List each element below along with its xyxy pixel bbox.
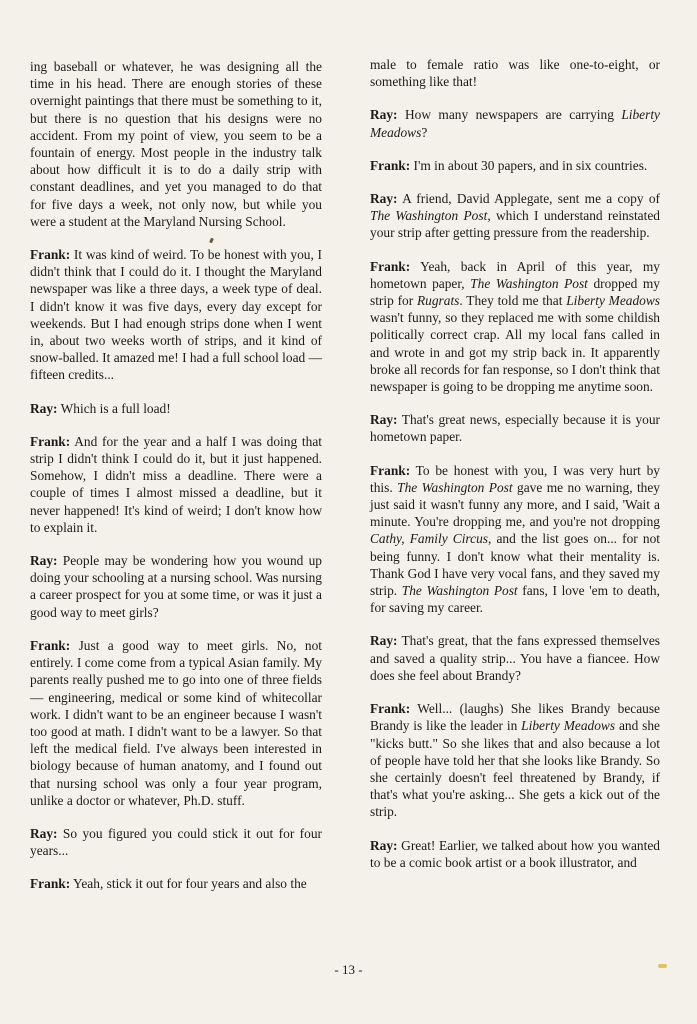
speaker-label: Ray:: [370, 107, 398, 123]
speaker-label: Frank:: [30, 247, 71, 263]
italic-title: Cathy, Family Circus: [370, 531, 488, 547]
paragraph-text: fans, I love 'em to death, for saving my career.: [370, 583, 660, 616]
paragraph: [30, 875, 322, 892]
speaker-label: Frank:: [30, 876, 71, 892]
paragraph-text: Just a good way to meet girls. No, not entirely. I come come from a typical Asian family. My parents really pushed me to go into one of three fields — engineering, medical or some kind of whitecollar work. I didn't want to be an engineer because I wasn't too good at math. I didn't want to be a lawyer. So that left the medical field. I've always been interested in biology because of human anatomy, and I found out that nursing school was only a four year program, unlike a doctor or whatever, Ph.D. stuff.: [30, 637, 322, 808]
paragraph-text: dropped my strip for: [370, 275, 660, 309]
paragraph-text: gave me no warning, they just said it wasn't funny any more, and I said, 'Wait a minute. You're dropping me, and you're not dropping: [370, 479, 661, 530]
paragraph-text: Great! Earlier, we talked about how you wanted to be a comic book artist or a book illustrator, and: [370, 837, 660, 870]
speaker-label: Ray:: [30, 553, 58, 569]
italic-title: The Washington Post: [470, 275, 588, 291]
italic-title: The Washington Post: [370, 208, 488, 224]
paragraph: [370, 106, 660, 140]
paragraph-text: and she "kicks butt." So she likes that and also because a lot of people have told her that she looks like Brandy. So she certainly doesn't feel threatened by Brandy, if that's what you're asking... She gets a kick out of the strip.: [370, 718, 660, 820]
paragraph-text: , which I understand reinstated your strip after getting pressure from the readership.: [370, 208, 660, 241]
italic-title: Liberty Meadows: [521, 718, 616, 734]
speaker-label: Ray:: [370, 191, 398, 207]
paragraph: [370, 632, 660, 684]
paragraph-text: ?: [421, 124, 428, 140]
speaker-label: Ray:: [30, 400, 58, 416]
paragraph-text: A friend, David Applegate, sent me a copy of: [397, 191, 660, 207]
paragraph: [370, 190, 660, 242]
page-number: - 13 -: [334, 962, 363, 977]
paragraph-text: I'm in about 30 papers, and in six countries.: [410, 157, 648, 173]
italic-title: Rugrats: [416, 293, 460, 309]
italic-title: The Washington Post: [401, 583, 518, 599]
paragraph: [370, 837, 660, 871]
paragraph: [30, 246, 322, 384]
paragraph-text: Which is a full load!: [57, 400, 171, 416]
paragraph: [370, 157, 660, 174]
paragraph-text: How many newspapers are carrying: [397, 107, 622, 123]
paragraph: [370, 462, 660, 617]
paragraph-text: Yeah, stick it out for four years and also the: [70, 876, 307, 892]
speaker-label: Frank:: [30, 637, 71, 653]
paragraph-text: . They told me that: [459, 293, 567, 309]
paragraph-text: That's great news, especially because it is your hometown paper.: [370, 412, 660, 445]
speaker-label: Frank:: [370, 701, 411, 717]
paragraph: [370, 56, 660, 90]
paragraph-text: It was kind of weird. To be honest with you, I didn't think that I could do it. I thought the Maryland newspaper was like a three days, a week type of deal. I didn't know it was five days, every day except for weekends. But I had enough strips done when I went in, about two weeks worth of strips, and it kind of snow-balled. It amazed me! I had a full school load — fifteen credits...: [30, 247, 322, 383]
paragraph: [30, 433, 322, 536]
paragraph: [370, 258, 660, 396]
right-column: [370, 56, 660, 887]
left-column: [30, 58, 322, 909]
paragraph-text: People may be wondering how you wound up doing your schooling at a nursing school. Was nursing a career prospect for you at some time, or was it just a good way to meet girls?: [30, 553, 322, 620]
paragraph-text: And for the year and a half I was doing that strip I didn't think I could do it, but it just happened. Somehow, I didn't miss a deadline. There were a couple of times I almost missed a deadline, but it never happened! It's kind of weird; I don't know how to explain it.: [30, 433, 322, 535]
speaker-label: Frank:: [370, 157, 411, 173]
speaker-label: Frank:: [30, 433, 71, 449]
speaker-label: Ray:: [30, 825, 58, 841]
paragraph: [370, 700, 660, 820]
paragraph-text: , and the list goes on... for not being funny. I don't know what their mentality is. Thank God I have very vocal fans, and they saved my strip.: [370, 531, 660, 599]
paragraph: [30, 400, 322, 417]
speaker-label: Ray:: [370, 633, 398, 649]
speaker-label: Ray:: [370, 837, 398, 853]
italic-title: Liberty Meadows: [370, 107, 660, 140]
paragraph-text: Well... (laughs) She likes Brandy because Brandy is like the leader in: [370, 701, 660, 734]
paragraph-text: ing baseball or whatever, he was designing all the time in his head. There are enough stories of these overnight paintings that there must be something to it, but there is no question that his designs were no accident. From my point of view, you seem to be a fountain of energy. Most people in the industry talk about how difficult it is to do a daily strip with constant deadlines, and yet you managed to do that for five days a week, not only now, but while you were a student at the Maryland Nursing School.: [30, 59, 322, 229]
paragraph-text: male to female ratio was like one-to-eight, or something like that!: [370, 57, 660, 90]
speaker-label: Frank:: [370, 258, 411, 274]
italic-title: The Washington Post: [397, 479, 513, 495]
paragraph: [30, 552, 322, 621]
speaker-label: Frank:: [370, 462, 411, 478]
italic-title: Liberty Meadows: [566, 293, 660, 309]
speaker-label: Ray:: [370, 412, 398, 428]
paragraph: [30, 58, 322, 230]
paragraph: [30, 637, 322, 809]
paragraph: [30, 825, 322, 859]
paragraph-text: So you figured you could stick it out for four years...: [30, 825, 322, 859]
paragraph-text: wasn't funny, so they replaced me with some childish politically correct crap. All my local fans called in and wrote in and got my strip back in. It apparently broke all records for fan response, so I don't think that newspaper is going to be dropping me anytime soon.: [370, 310, 660, 395]
paragraph-text: That's great, that the fans expressed themselves and saved a quality strip... You have a fiancee. How does she feel about Brandy?: [370, 633, 660, 683]
paragraph: [370, 411, 660, 445]
paragraph-text: To be honest with you, I was very hurt by this.: [370, 462, 660, 495]
paragraph-text: Yeah, back in April of this year, my hometown paper,: [370, 258, 660, 291]
